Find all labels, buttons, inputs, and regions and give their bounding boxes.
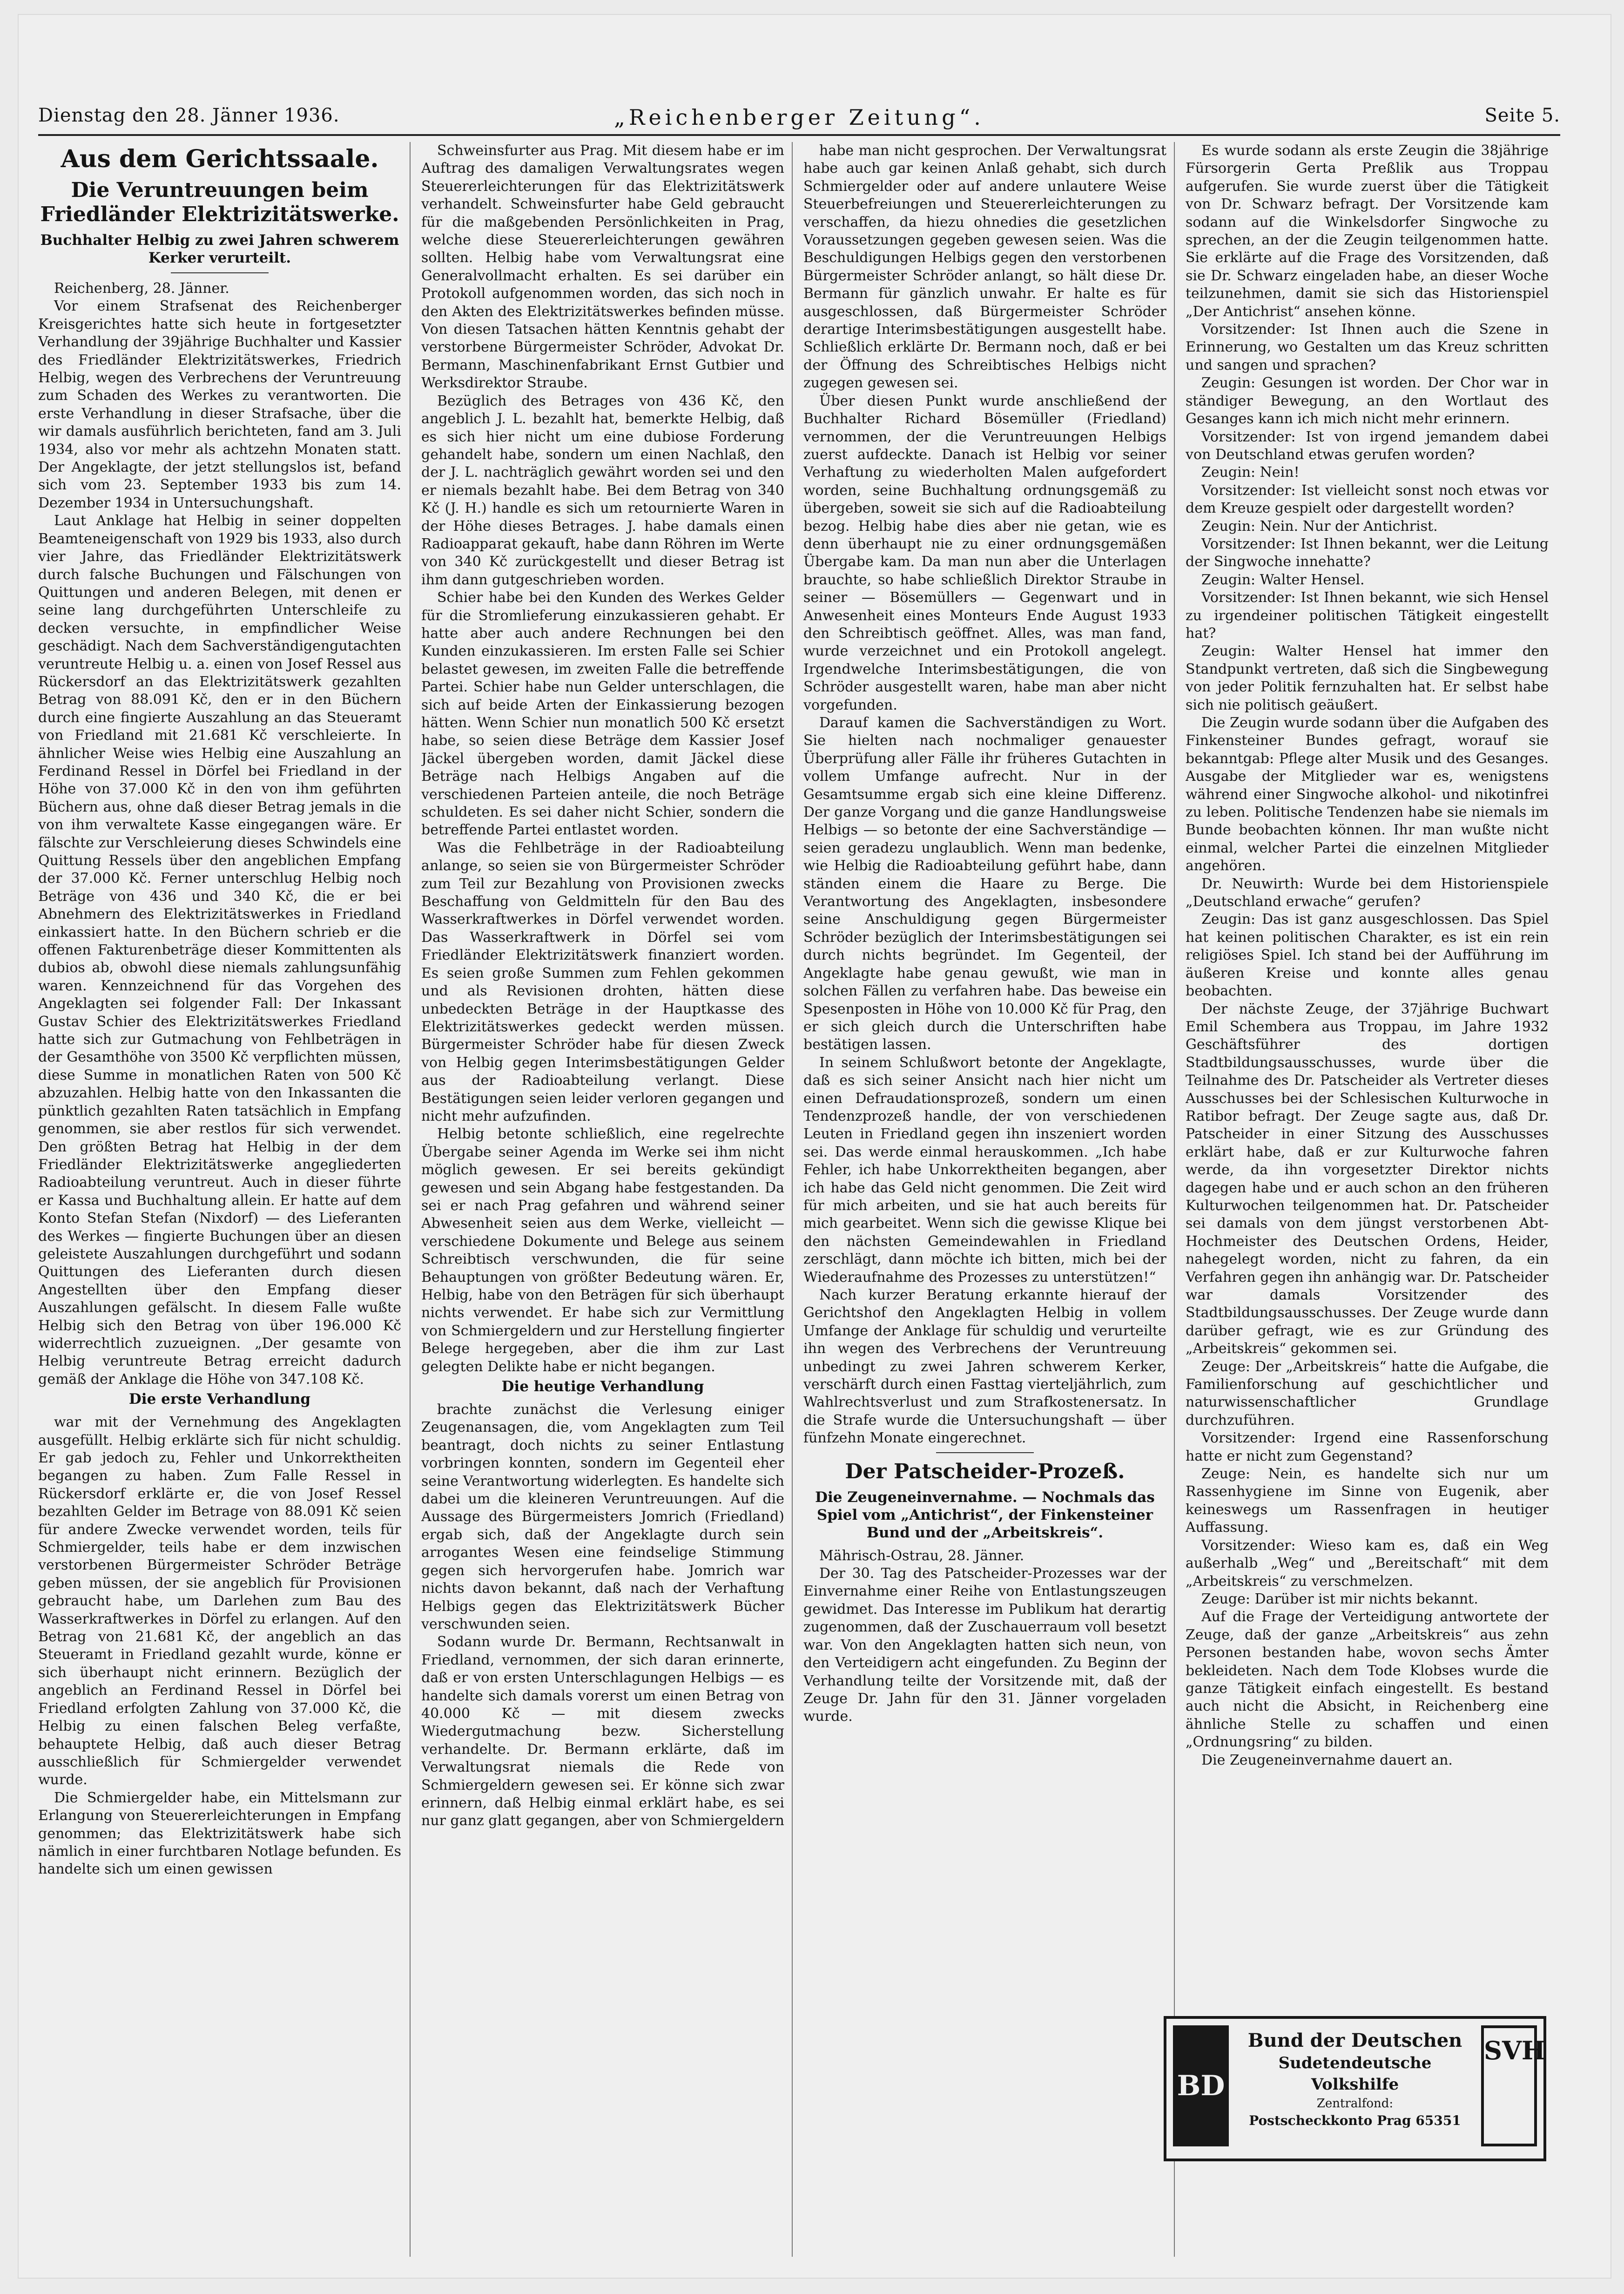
paragraph: Zeuge: Nein, es handelte sich nur um Rassenhygiene im Sinne von Eugenik, aber keineswegs um Rassenfragen in heutiger Auffassung. [1186,1466,1549,1536]
paragraph: Die Schmiergelder habe, ein Mittelsmann zur Erlangung von Steuererleichterungen in Empfang genommen; das Elektrizitätswerk habe sich nämlich in einer furchtbaren Notlage befunden. Es handelte sich um einen gewissen [38,1789,401,1878]
ad-line: Bund der Deutschen [1247,2030,1462,2051]
paragraph: Zeuge: Darüber ist mir nichts bekannt. [1201,1590,1478,1607]
advertisement-text [1236,2029,1474,2130]
column-separator [792,142,793,2257]
paragraph: Darauf kamen die Sachverständigen zu Wort. Sie hielten nach nochmaliger genauester Überprüfung aller Fälle ihr früheres Gutachten in vollem Umfange aufrecht. Nur in der Gesamtsumme ergab sich eine kleine Differenz. Der ganze Vorgang und die ganze Handlungsweise Helbigs — so betonte der eine Sachverständige — seien geradezu unglaublich. Wenn man bedenke, wie Helbig die Radioabteilung geführt habe, dann ständen einem die Haare zu Berge. Die Verantwortung des Angeklagten, insbesondere seine Anschuldigung gegen Bürgermeister Schröder bezüglich der Interimsbestätigungen sei durch nichts begründet. Im Gegenteil, der Angeklagte habe genau gewußt, wie man in solchen Fällen zu verfahren habe. Das beweise ein Spesenposten in Höhe von 10.000 Kč für Prag, den er sich gleich durch die Unterschriften habe bestätigen lassen. [803,715,1166,1053]
paragraph: Der nächste Zeuge, der 37jährige Buchwart Emil Schembera aus Troppau, im Jahre 1932 Geschäftsführer des dortigen Stadtbildungsausschusses, wurde über die Teilnahme des Dr. Patscheider als Vertreter dieses Ausschusses bei der Schlesischen Kulturwoche in Ratibor befragt. Der Zeuge sagte aus, daß Dr. Patscheider in einer Sitzung des Ausschusses erklärt habe, daß er zur Kulturwoche fahren werde, da ihn vorgesetzter Direktor nichts dagegen habe und er auch schon an den früheren Kulturwochen teilgenommen hat. Dr. Patscheider sei damals von dem jüngst verstorbenen Abt-Hochmeister des Deutschen Ordens, Heider, nahegelegt worden, nicht zu fahren, da ein Verfahren gegen ihn anhängig war. Dr. Patscheider war damals Vorsitzender des Stadtbildungsausschusses. Der Zeuge wurde dann darüber gefragt, wie es zur Gründung des „Arbeitskreis“ gekommen sei. [1186,1001,1549,1357]
divider [936,1452,1034,1453]
paragraph: Nach kurzer Beratung erkannte hierauf der Gerichtshof den Angeklagten Helbig in vollem Umfange der Anklage für schuldig und verurteilte ihn wegen des Verbrechens der Veruntreuung unbedingt zu zwei Jahren schwerem Kerker, verschärft durch einen Fasttag vierteljährlich, zum Wahlrechtsverlust und zum Strafkostenersatz. In die Strafe wurde die Untersuchungshaft — über fünfzehn Monate eingerechnet. [803,1287,1166,1447]
article-headline: Die Veruntreuungen beim Friedländer Elektrizitätswerke. [40,178,399,226]
divider [171,272,269,273]
paragraph: Der 30. Tag des Patscheider-Prozesses war der Einvernahme einer Reihe von Entlastungszeugen gewidmet. Das Interesse im Publikum hat derartig zugenommen, daß der Zuschauerraum voll besetzt war. Von den Angeklagten hatten sich neun, von den Verteidigern acht eingefunden. Zu Beginn der Verhandlung teilte der Vorsitzende mit, daß der Zeuge Dr. Jahn für den 31. Jänner vorgeladen wurde. [803,1565,1166,1725]
paragraph: Vorsitzender: Irgend eine Rassenforschung hatte er nicht zum Gegenstand? [1186,1430,1549,1464]
paragraph: Zeugin: Walter Hensel hat immer den Standpunkt vertreten, daß sich die Singbewegung von jeder Politik fernzuhalten hat. Er selbst habe sich nie politisch geäußert. [1186,643,1549,713]
paragraph: Zeuge: Der „Arbeitskreis“ hatte die Aufgabe, die Familienforschung auf geschichtlicher und naturwissenschaftlicher Grundlage durchzuführen. [1186,1358,1549,1428]
paragraph: Laut Anklage hat Helbig in seiner doppelten Beamteneigenschaft von 1929 bis 1933, also durch vier Jahre, das Friedländer Elektrizitätswerk durch falsche Buchungen und Fälschungen von Quittungen und anderen Belegen, mit denen er seine lang durchgeführten Unterschleife zu decken versuchte, in empfindlicher Weise geschädigt. Nach dem Sachverständigengutachten veruntreute Helbig u. a. einen von Josef Ressel aus Rückersdorf an das Elektrizitätswerk gezahlten Betrag von 88.091 Kč, den er in den Büchern durch eine fingierte Auszahlung an das Steueramt von Friedland mit 21.681 Kč verschleierte. In ähnlicher Weise wies Helbig eine Auszahlung an Ferdinand Ressel in Dörfel bei Friedland in der Höhe von 37.000 Kč in den von ihm geführten Büchern aus, ohne daß dieser Betrag jemals in die von ihm verwaltete Kasse eingegangen wäre. Er fälschte zur Verschleierung dieses Schwindels eine Quittung Ressels über den angeblichen Empfang der 37.000 Kč. Ferner unterschlug Helbig noch Beträge von 436 und 340 Kč, die er bei Abnehmern des Elektrizitätswerkes in Friedland einkassiert hatte. In den Büchern schrieb er die offenen Fakturenbeträge dieser Kommittenten als dubios ab, obwohl diese niemals zahlungsunfähig waren. Kennzeichnend für das Vorgehen des Angeklagten sei folgender Fall: Der Inkassant Gustav Schier des Elektrizitätswerkes Friedland hatte sich zur Gutmachung von Fehlbeträgen in der Gesamthöhe von 3500 Kč verpflichten müssen, diese Summe in monatlichen Raten von 500 Kč abzuzahlen. Helbig hatte von den Inkassanten die pünktlich gezahlten Raten tatsächlich in Empfang genommen, sie aber restlos für sich verwendet. Den größten Betrag hat Helbig in der dem Friedländer Elektrizitätswerke angegliederten Radioabteilung veruntreut. Auch in dieser führte er Kassa und Buchhaltung allein. Er hatte auf dem Konto Stefan Stefan (Nixdorf) — des Lieferanten des Werkes — fingierte Buchungen über an diesen geleistete Auszahlungen durchgeführt und sodann Quittungen des Lieferanten durch diesen Angestellten über den Empfang dieser Auszahlungen gefälscht. In diesem Falle wußte Helbig sich den Betrag von über 196.000 Kč widerrechtlich zuzueignen. „Der gesamte von Helbig veruntreute Betrag erreicht dadurch gemäß der Anklage die Höhe von 347.108 Kč. [38,513,401,1387]
paragraph: Es wurde sodann als erste Zeugin die 38jährige Fürsorgerin Gerta Preßlik aus Troppau aufgerufen. Sie wurde zuerst über die Tätigkeit von Dr. Schwarz befragt. Der Vorsitzende kam sodann auf die Winkelsdorfer Singwoche zu sprechen, an der die Zeugin teilgenommen hatte. Sie erklärte auf die Frage des Vorsitzenden, daß sie Dr. Schwarz eingeladen habe, an dieser Woche teilzunehmen, damit sie sich das Historienspiel „Der Antichrist“ ansehen könne. [1186,142,1549,320]
header-rule [38,134,1560,136]
paragraph: Vorsitzender: Wieso kam es, daß ein Weg außerhalb „Weg“ und „Bereitschaft“ mit dem „Arbeitskreis“ zu verschmelzen. [1186,1537,1549,1590]
emblem-logo: BD [1173,2025,1229,2146]
article-body [38,1414,401,1879]
ad-line: Zentralfond: [1316,2097,1394,2111]
advertisement-box [1164,2016,1546,2161]
article-headline: Der Patscheider-Prozeß. [845,1459,1125,1483]
paragraph: Vorsitzender: Ist vielleicht sonst noch etwas vor dem Kreuze gespielt oder dargestellt worden? [1186,482,1549,517]
paragraph: Reichenberg, 28. Jänner. [54,280,229,297]
article-body [38,280,401,1388]
paragraph: Zeugin: Walter Hensel. [1201,571,1365,588]
subsection-title: Die heutige Verhandlung [501,1378,704,1395]
paragraph: Helbig betonte schließlich, eine regelrechte Übergabe seiner Agenda im Werke sei ihm nicht möglich gewesen. Er sei bereits gekündigt gewesen und sein Abgang habe festgestanden. Da sei er nach Prag gefahren und während seiner Abwesenheit seien aus dem Werke, vielleicht — verschiedene Dokumente und Belege aus seinem Schreibtisch verschwunden, die für seine Behauptungen von größter Bedeutung wären. Er, Helbig, habe von den Beträgen für sich überhaupt nichts verwendet. Er habe sich zur Vermittlung von Schmiergeldern und zur Herstellung fingierter Belege hergegeben, aber die ihm zur Last gelegten Delikte habe er nicht begangen. [421,1126,784,1375]
article-subheadline: Die Zeugeneinvernahme. — Nochmals das Spiel vom „Antichrist“, der Finkensteiner Bund und der „Arbeitskreis“. [815,1489,1155,1541]
paragraph: Zeugin: Gesungen ist worden. Der Chor war in ständiger Bewegung, an den Wortlaut des Gesanges kann ich mich nicht mehr erinnern. [1186,375,1549,427]
paragraph: Zeugin: Das ist ganz ausgeschlossen. Das Spiel hat keinen politischen Charakter, es ist ein rein religiöses Spiel. Ich stand bei der Aufführung im äußeren Kreise und konnte alles genau beobachten. [1186,911,1549,1000]
paragraph: Dr. Neuwirth: Wurde bei dem Historienspiele „Deutschland erwache“ gerufen? [1186,875,1549,910]
header-date: Dienstag den 28. Jänner 1936. [38,105,340,126]
subsection-title: Die erste Verhandlung [128,1391,311,1408]
paragraph: Was die Fehlbeträge in der Radioabteilung anlange, so seien sie von Bürgermeister Schröder zum Teil zur Bezahlung von Provisionen zwecks Beschaffung von Geldmitteln für den Bau des Wasserkraftwerkes in Dörfel verwendet worden. Das Wasserkraftwerk in Dörfel sei vom Friedländer Elektrizitätswerk finanziert worden. Es seien große Summen zum Fehlen gekommen und als Revisionen drohten, hätten diese unbedeckten Beträge in der Hauptkasse des Elektrizitätswerkes gedeckt werden müssen. Bürgermeister Schröder habe für diesen Zweck von Helbig gegen Interimsbestätigungen Gelder aus der Radioabteilung verlangt. Diese Bestätigungen seien leider verloren gegangen und nicht mehr aufzufinden. [421,839,784,1124]
column-1 [38,142,401,2261]
paragraph: Die Zeugin wurde sodann über die Aufgaben des Finkensteiner Bundes gefragt, worauf sie bekanntgab: Pflege alter Musik und des Gesanges. Ausgabe der Mitglieder war es, wenigstens während einer Singwoche alkohol- und nikotinfrei zu leben. Politische Tendenzen habe sie niemals im Bunde beobachten können. Ihr man wußte nicht einmal, welcher Partei die einzelnen Mitglieder angehören. [1186,715,1549,874]
paragraph: Zeugin: Nein! [1201,464,1300,481]
paragraph: war mit der Vernehmung des Angeklagten ausgefüllt. Helbig erklärte sich für nicht schuldig. Er gab jedoch zu, Fehler und Unkorrektheiten begangen zu haben. Zum Falle Ressel in Rückersdorf erklärte er, die von Josef Ressel bezahlten Gelder im Betrage von 88.091 Kč seien für andere Zwecke verwendet worden, teils für Schmiergelder, teils habe er dem inzwischen verstorbenen Bürgermeister Schröder Beträge geben müssen, der sie angeblich für Provisionen gebraucht habe, um Darlehen zum Bau des Wasserkraftwerkes in Dörfel zu erlangen. Auf den Betrag von 21.681 Kč, der angeblich an das Steueramt in Friedland gezahlt wurde, könne er sich überhaupt nicht erinnern. Bezüglich der angeblich an Ferdinand Ressel in Dörfel bei Friedland erfolgten Zahlung von 37.000 Kč, die Helbig zu einen falschen Beleg verfaßte, behauptete Helbig, daß auch dieser Betrag ausschließlich für Schmiergelder verwendet wurde. [38,1414,401,1788]
header-paper-name: „Reichenberger Zeitung“. [614,105,984,130]
paragraph: Schier habe bei den Kunden des Werkes Gelder für die Stromlieferung einzukassieren gehabt. Er hatte aber auch andere Rechnungen bei den Kunden einzukassieren. Im ersten Falle sei Schier belastet gewesen, im zweiten Falle die betreffende Partei. Schier habe nun Gelder unterschlagen, die sich auf beide Arten der Einkassierung bezogen hätten. Wenn Schier nun monatlich 500 Kč ersetzt habe, so seien diese Beträge dem Kassier Josef Jäckel übergeben worden, damit Jäckel diese Beträge nach Helbigs Angaben auf die verschiedenen Parteien anteile, die noch Beträge schuldeten. Es sei daher nicht Schier, sondern die betreffende Partei entlastet worden. [421,589,784,839]
paragraph: Vorsitzender: Ist Ihnen bekannt, wer die Leitung der Singwoche innehatte? [1186,535,1549,570]
paragraph: Vor einem Strafsenat des Reichenberger Kreisgerichtes hatte sich heute in fortgesetzter Verhandlung der 39jährige Buchhalter und Kassier des Friedländer Elektrizitätswerkes, Friedrich Helbig, wegen des Verbrechens der Veruntreuung zum Schaden des Werkes zu verantworten. Die erste Verhandlung in dieser Strafsache, über die wir damals ausführlich berichteten, fand am 3. Juli 1934, also vor mehr als achtzehn Monaten statt. Der Angeklagte, der jetzt stellungslos ist, befand sich vom 23. September 1933 bis zum 14. Dezember 1934 in Untersuchungshaft. [38,298,401,511]
article-body [803,142,1166,1448]
paragraph: Auf die Frage der Verteidigung antwortete der Zeuge, daß der ganze „Arbeitskreis“ aus zehn Personen bestanden habe, wovon sechs Ämter bekleideten. Nach dem Tode Klobses wurde die ganze Tätigkeit einfach eingestellt. Es bestand auch nicht die Absicht, in Reichenberg eine ähnliche Stelle zu schaffen und einen „Ordnungsring“ zu bilden. [1186,1609,1549,1751]
paragraph: Mährisch-Ostrau, 28. Jänner. [819,1547,1024,1564]
section-title: Aus dem Gerichtssaale. [61,145,379,173]
column-separator [1174,142,1175,2257]
paragraph: In seinem Schlußwort betonte der Angeklagte, daß es sich seiner Ansicht nach hier nicht um einen Defraudationsprozeß, sondern um einen Tendenzprozeß handle, der von verschiedenen Leuten in Friedland gegen ihn inszeniert worden sei. Das werde einmal herauskommen. „Ich habe Fehler, ich habe Unkorrektheiten begangen, aber ich habe das Geld nicht genommen. Die Zeit wird für mich arbeiten, und sie hat auch bereits für mich gearbeitet. Wenn sich die gewisse Klique bei den nächsten Gemeindewahlen in Friedland zerschlägt, dann möchte ich bitten, mich bei der Wiederaufnahme des Prozesses zu unterstützen!“ [803,1054,1166,1286]
page-header [38,105,1560,137]
paragraph: Vorsitzender: Ist Ihnen bekannt, wie sich Hensel zu irgendeiner politischen Tätigkeit eingestellt hat? [1186,589,1549,642]
column-3 [803,142,1166,2261]
article-subheadline: Buchhalter Helbig zu zwei Jahren schwerem Kerker verurteilt. [40,232,399,266]
article-body [803,1547,1166,1726]
column-2 [421,142,784,2261]
paragraph: brachte zunächst die Verlesung einiger Zeugenansagen, die, vom Angeklagten zum Teil beantragt, doch nichts zu seiner Entlastung vorbringen konnten, sondern im Gegenteil eher seine Verantwortung widerlegten. Es handelte sich dabei um die kleineren Veruntreuungen. Auf die Aussage des Bürgermeisters Jomrich (Friedland) ergab sich, daß der Angeklagte durch sein arrogantes Wesen eine feindselige Stimmung gegen sich hervorgerufen habe. Jomrich war nichts davon bekannt, daß nach der Verhaftung Helbigs gegen das Elektrizitätswerk Bücher verschwunden seien. [421,1401,784,1632]
ad-line: Postscheckkonto Prag 65351 [1249,2113,1461,2128]
paragraph: Zeugin: Nein. Nur der Antichrist. [1201,518,1438,535]
paragraph: Vorsitzender: Ist Ihnen auch die Szene in Erinnerung, wo Gestalten um das Kreuz schritten und sangen und sprachen? [1186,321,1549,373]
paragraph: Bezüglich des Betrages von 436 Kč, den angeblich J. L. bezahlt hat, bemerkte Helbig, daß es sich hier nicht um eine dubiose Forderung gehandelt habe, sondern um einen Nachlaß, den der J. L. nachträglich gewährt worden sei und den er niemals bezahlt habe. Bei dem Betrag von 340 Kč (J. H.) handle es sich um retournierte Waren in der Höhe dieses Betrages. J. habe damals einen Radioapparat gekauft, habe dann Röhren im Werte von 340 Kč zurückgestellt und dieser Betrag ist ihm dann gutgeschrieben worden. [421,392,784,588]
column-separator [410,142,411,2257]
header-page-number: Seite 5. [1484,105,1560,126]
article-body [1186,142,1549,1769]
paragraph: habe man nicht gesprochen. Der Verwaltungsrat habe auch gar keinen Anlaß gehabt, sich durch Schmiergelder oder auf andere unlautere Weise Steuerbefreiungen und Steuererleichterungen zu verschaffen, da hiezu ohnedies die gesetzlichen Voraussetzungen gegeben gewesen seien. Was die Beschuldigungen Helbigs gegen den verstorbenen Bürgermeister Schröder anlangt, so hält diese Dr. Bermann für gänzlich unwahr. Er halte es für ausgeschlossen, daß Bürgermeister Schröder derartige Interimsbestätigungen ausgestellt habe. Schließlich erklärte Dr. Bermann noch, daß er bei der Öffnung des Schreibtisches Helbigs nicht zugegen gewesen sei. [803,142,1166,392]
article-body [421,142,784,1376]
paragraph: Über diesen Punkt wurde anschließend der Buchhalter Richard Bösemüller (Friedland) vernommen, der die Veruntreuungen Helbigs zuerst aufdeckte. Danach ist Helbig vor seiner Verhaftung zu wiederholten Malen aufgefordert worden, seine Buchhaltung ordnungsgemäß zu übergeben, soweit sie sich auf die Radioabteilung bezog. Helbig habe dies aber nie getan, wie es denn überhaupt nie zu einer ordnungsgemäßen Übergabe kam. Da man nun aber die Unterlagen brauchte, so habe schließlich Direktor Straube in seiner — Bösemüllers — Gegenwart und in Anwesenheit eines Monteurs Ende August 1933 den Schreibtisch geöffnet. Alles, was man fand, wurde verzeichnet und ein Protokoll angelegt. Irgendwelche Interimsbestätigungen, die von Schröder ausgestellt waren, habe man aber nicht vorgefunden. [803,392,1166,713]
article-body [421,1401,784,1830]
emblem-logo: SVH [1481,2025,1537,2146]
ad-line: Sudetendeutsche Volkshilfe [1278,2054,1432,2094]
paragraph: Schweinsfurter aus Prag. Mit diesem habe er im Auftrag des damaligen Verwaltungsrates wegen Steuererleichterungen für das Elektrizitätswerk verhandelt. Schweinsfurter habe Geld gebraucht für die maßgebenden Persönlichkeiten in Prag, welche diese Steuererleichterungen gewähren sollten. Helbig habe vom Verwaltungsrat eine Generalvollmacht erhalten. Es sei darüber ein Protokoll aufgenommen worden, das sich noch in den Akten des Elektrizitätswerkes befinden müsse. Von diesen Tatsachen hätten Kenntnis gehabt der verstorbene Bürgermeister Schröder, Advokat Dr. Bermann, Maschinenfabrikant Ernst Gutbier und Werksdirektor Straube. [421,142,784,392]
paragraph: Die Zeugeneinvernahme dauert an. [1201,1752,1453,1768]
column-4 [1186,142,1549,2261]
paragraph: Vorsitzender: Ist von irgend jemandem dabei von Deutschland etwas gerufen worden? [1186,428,1549,463]
paragraph: Sodann wurde Dr. Bermann, Rechtsanwalt in Friedland, vernommen, der sich daran erinnerte, daß er von ersten Unterschlagungen Helbigs — es handelte sich damals vorerst um einen Betrag von 40.000 Kč — mit diesem zwecks Wiedergutmachung bezw. Sicherstellung verhandelte. Dr. Bermann erklärte, daß im Verwaltungsrat niemals die Rede von Schmiergeldern gewesen sei. Er könne sich zwar erinnern, daß Helbig einmal erklärt habe, es sei nur ganz glatt gegangen, aber von Schmiergeldern [421,1634,784,1829]
